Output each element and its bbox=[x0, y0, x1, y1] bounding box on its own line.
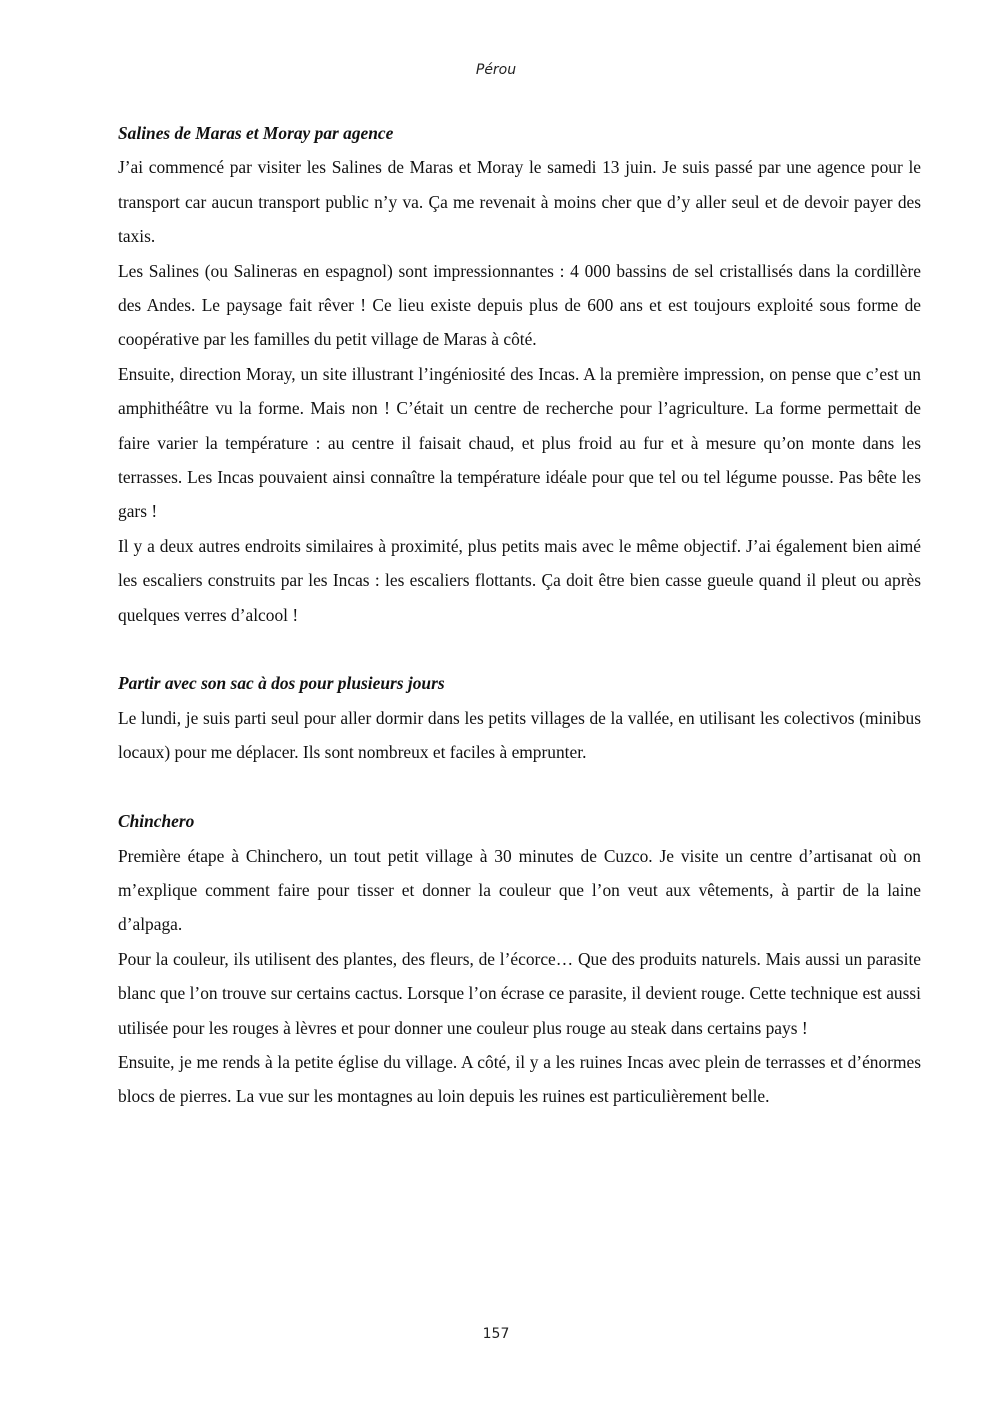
section-title: Salines de Maras et Moray par agence bbox=[118, 123, 394, 143]
paragraph: Les Salines (ou Salineras en espagnol) sont impressionnantes : 4 000 bassins de sel cristallisés dans la cordillère des Andes. Le paysage fait rêver ! Ce lieu existe depuis plus de 600 ans et est toujours exploité sous forme de coopérative par les familles du petit village de Maras à côté. bbox=[118, 260, 921, 350]
paragraph: Il y a deux autres endroits similaires à proximité, plus petits mais avec le même objectif. J’ai également bien aimé les escaliers construits par les Incas : les escaliers flottants. Ça doit être bien casse gueule quand il pleut ou après quelques verres d’alcool ! bbox=[118, 535, 921, 625]
paragraph: Ensuite, direction Moray, un site illustrant l’ingéniosité des Incas. A la première impression, on pense que c’est un amphithéâtre vu la forme. Mais non ! C’était un centre de recherche pour l’agriculture. La forme permettait de faire varier la température : au centre il faisait chaud, et plus froid au fur et à mesure qu’on monte dans les terrasses. Les Incas pouvaient ainsi connaître la température idéale pour que tel ou tel légume pousse. Pas bête les gars ! bbox=[118, 363, 921, 522]
section-title: Chinchero bbox=[118, 811, 195, 832]
section-chinchero bbox=[118, 804, 921, 1114]
paragraph: Le lundi, je suis parti seul pour aller dormir dans les petits villages de la vallée, en utilisant les colectivos (minibus locaux) pour me déplacer. Ils sont nombreux et faciles à emprunter. bbox=[118, 707, 921, 763]
section-spacer bbox=[118, 770, 921, 804]
paragraph: J’ai commencé par visiter les Salines de Maras et Moray le samedi 13 juin. Je suis passé par une agence pour le transport car aucun transport public n’y va. Ça me revenait à moins cher que d’y aller seul et de devoir payer des taxis. bbox=[118, 157, 921, 247]
paragraph: Ensuite, je me rends à la petite église du village. A côté, il y a les ruines Incas avec plein de terrasses et d’énormes blocs de pierres. La vue sur les montagnes au loin depuis les ruines est particulièrement belle. bbox=[118, 1051, 921, 1107]
section-title: Partir avec son sac à dos pour plusieurs jours bbox=[118, 673, 445, 694]
page-content bbox=[118, 116, 921, 1114]
paragraph: Pour la couleur, ils utilisent des plantes, des fleurs, de l’écorce… Que des produits naturels. Mais aussi un parasite blanc que l’on trouve sur certains cactus. Lorsque l’on écrase ce parasite, il devient rouge. Cette technique est aussi utilisée pour les rouges à lèvres et pour donner une couleur plus rouge au steak dans certains pays ! bbox=[118, 948, 921, 1038]
section-sac-a-dos bbox=[118, 666, 921, 769]
paragraph: Première étape à Chinchero, un tout petit village à 30 minutes de Cuzco. Je visite un centre d’artisanat où on m’explique comment faire pour tisser et donner la couleur que l’on veut aux vêtements, à partir de la laine d’alpaga. bbox=[118, 845, 921, 935]
section-spacer bbox=[118, 632, 921, 666]
page-number: 157 bbox=[482, 1326, 510, 1342]
section-salines-moray bbox=[118, 116, 921, 632]
running-header: Pérou bbox=[475, 62, 517, 78]
